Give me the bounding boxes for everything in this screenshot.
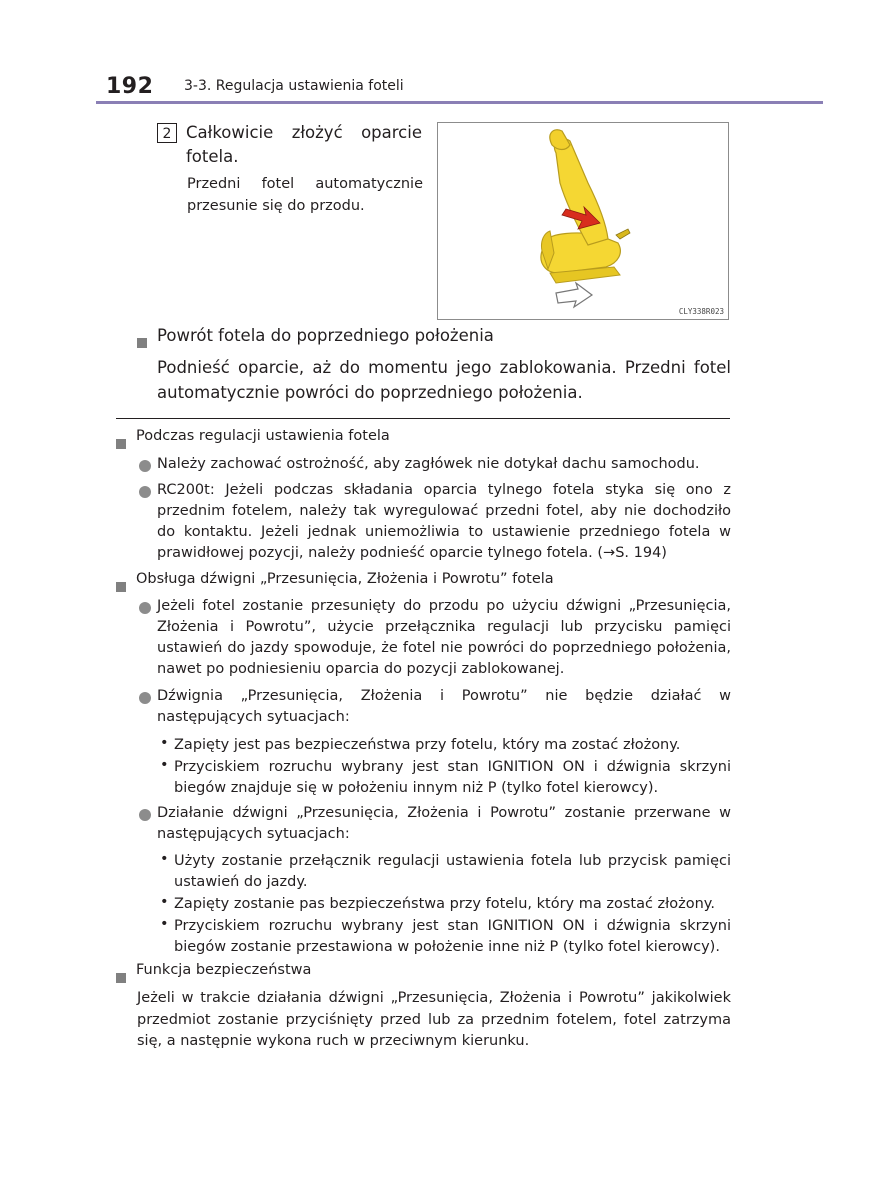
dot-icon: •: [160, 735, 169, 751]
lever-bullet-2-item-2: Przyciskiem rozruchu wybrany jest stan IGNITION ON i dźwignia skrzyni biegów znajduje się w położeniu innym niż P (tylko fotel kierowcy).: [174, 759, 731, 796]
notes-divider: [116, 418, 730, 419]
bullet-icon: [139, 486, 151, 498]
seat-lever: [616, 229, 630, 239]
seat-headrest: [550, 130, 570, 150]
adjust-bullet-1: Należy zachować ostrożność, aby zagłówek nie dotykał dachu samochodu.: [157, 456, 700, 472]
lever-bullet-2: Dźwignia „Przesunięcia, Złożenia i Powrotu” nie będzie działać w następujących sytuacjach:: [157, 688, 731, 725]
note-marker: [116, 434, 126, 453]
dot-icon: •: [160, 894, 169, 910]
section-marker: [137, 333, 147, 352]
return-heading: Powrót fotela do poprzedniego położenia: [157, 326, 494, 345]
step-note: Przedni fotel automatycznie przesunie się do przodu.: [187, 176, 423, 214]
lever-heading: Obsługa dźwigni „Przesunięcia, Złożenia i Powrotu” fotela: [136, 571, 554, 587]
lever-bullet-3-item-3: Przyciskiem rozruchu wybrany jest stan IGNITION ON i dźwignia skrzyni biegów zostanie przestawiona w położenie inne niż P (tylko fotel kierowcy).: [174, 918, 731, 955]
note-marker: [116, 577, 126, 596]
lever-bullet-1: Jeżeli fotel zostanie przesunięty do przodu po użyciu dźwigni „Przesunięcia, Złożenia i Powrotu”, użycie przełącznika regulacji lub przycisku pamięci ustawień do jazdy spowoduje, że fotel nie powróci do poprzedniego położenia, nawet po podniesieniu oparcia do pozycji zablokowanej.: [157, 598, 731, 677]
dot-icon: •: [160, 757, 169, 773]
return-text: Podnieść oparcie, aż do momentu jego zablokowania. Przedni fotel automatycznie powróci do poprzedniego położenia.: [157, 358, 731, 402]
safety-heading: Funkcja bezpieczeństwa: [136, 962, 312, 978]
lever-bullet-2-item-1: Zapięty jest pas bezpieczeństwa przy fotelu, który ma zostać złożony.: [174, 737, 681, 753]
note-marker: [116, 968, 126, 987]
step-text: Całkowicie złożyć oparcie fotela.: [186, 123, 422, 166]
bullet-icon: [139, 809, 151, 821]
safety-text: Jeżeli w trakcie działania dźwigni „Przesunięcia, Złożenia i Powrotu” jakikolwiek przedmiot zostanie przyciśnięty przed lub za przednim fotelem, fotel zatrzyma się, a następnie wykona ruch w przeciwnym kierunku.: [137, 990, 731, 1049]
forward-arrow: [556, 283, 592, 307]
step-number-box: 2: [157, 123, 177, 143]
bullet-icon: [139, 602, 151, 614]
seat-backrest: [554, 139, 608, 245]
page-number: 192: [106, 74, 154, 99]
bullet-icon: [139, 460, 151, 472]
header-rule: [96, 101, 823, 104]
adjust-heading: Podczas regulacji ustawienia fotela: [136, 428, 390, 444]
seat-illustration: [437, 122, 729, 320]
section-title: 3-3. Regulacja ustawienia foteli: [184, 78, 404, 94]
adjust-bullet-2: RC200t: Jeżeli podczas składania oparcia tylnego fotela styka się ono z przednim fotelem, należy tak wyregulować przedni fotel, aby nie dochodziło do kontaktu. Jeżeli jednak uniemożliwia to ustawienie przedniego fotela w prawidłowej pozycji, należy podnieść oparcie tylnego fotela. (→S. 194): [157, 482, 731, 561]
lever-bullet-3: Działanie dźwigni „Przesunięcia, Złożenia i Powrotu” zostanie przerwane w następujących sytuacjach:: [157, 805, 731, 842]
lever-bullet-3-item-1: Użyty zostanie przełącznik regulacji ustawienia fotela lub przycisk pamięci ustawień do jazdy.: [174, 853, 731, 890]
dot-icon: •: [160, 851, 169, 867]
lever-bullet-3-item-2: Zapięty zostanie pas bezpieczeństwa przy fotelu, który ma zostać złożony.: [174, 896, 715, 912]
dot-icon: •: [160, 916, 169, 932]
seat-drawing: [438, 123, 728, 319]
figure-code: CLY338R023: [678, 307, 724, 316]
bullet-icon: [139, 692, 151, 704]
